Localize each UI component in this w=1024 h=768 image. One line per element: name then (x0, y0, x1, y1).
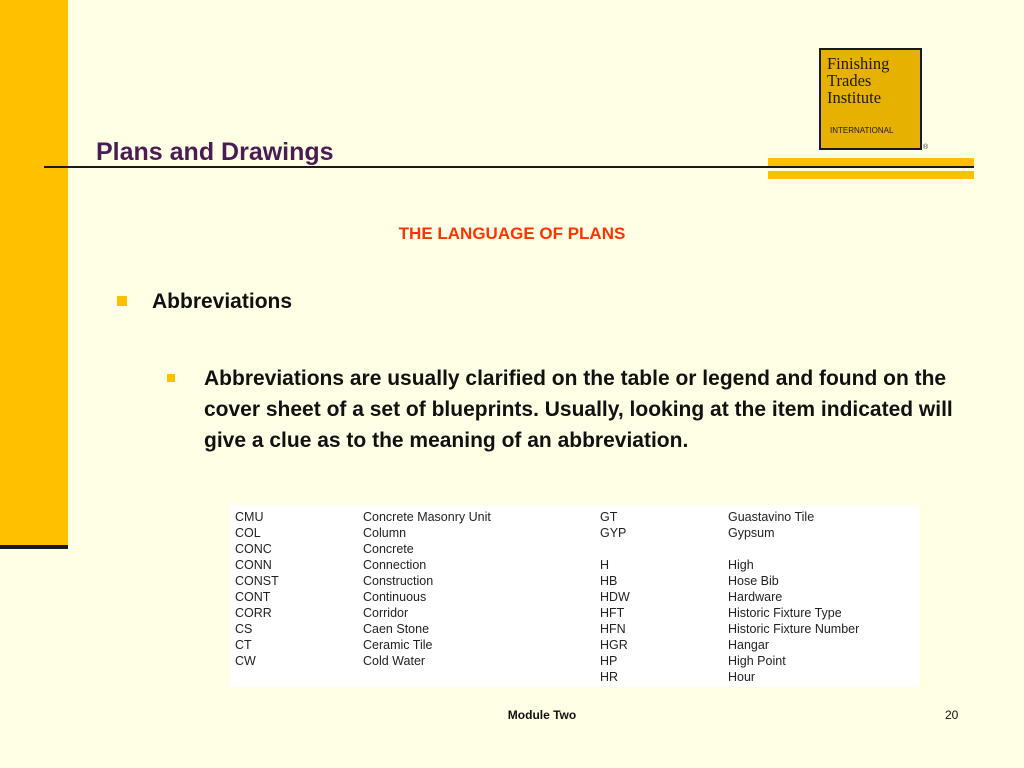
left-bar-underline (0, 545, 68, 549)
abbr-meaning: Concrete Masonry Unit (363, 510, 491, 524)
logo-line-1: Finishing (827, 54, 890, 73)
table-row (235, 653, 918, 669)
abbr-code: CMU (235, 510, 264, 524)
abbr-meaning: Construction (363, 574, 434, 588)
abbr-code: HFT (600, 606, 625, 620)
abbr-meaning (728, 541, 918, 557)
abbr-code: CONC (235, 542, 272, 556)
abbr-code: CONST (235, 574, 279, 588)
sub-bullet-square-icon (167, 374, 175, 382)
registered-mark: ® (923, 144, 929, 151)
logo-line-3: Institute (827, 88, 882, 107)
abbr-code: CS (235, 622, 253, 636)
abbr-meaning: Ceramic Tile (363, 638, 433, 652)
abbr-meaning: Cold Water (363, 654, 426, 668)
table-row (235, 589, 918, 605)
left-accent-bar (0, 0, 68, 545)
abbr-meaning: Caen Stone (363, 622, 430, 636)
table-row (235, 605, 918, 621)
logo-line-4: INTERNATIONAL (830, 126, 894, 135)
abbr-code: HDW (600, 590, 630, 604)
abbr-meaning: Continuous (363, 590, 427, 604)
table-row (235, 509, 918, 525)
table-row (235, 637, 918, 653)
bullet-abbreviations: Abbreviations (152, 290, 293, 313)
abbr-code: GYP (600, 526, 627, 540)
abbr-meaning: Hardware (728, 590, 783, 604)
abbr-code: CORR (235, 606, 272, 620)
abbr-meaning: Hour (728, 670, 756, 684)
sub-bullet-text: Abbreviations are usually clarified on the table or legend and found on the cover sheet of a set of blueprints. Usually, looking at the item indicated will give a clue as to the meaning of an abbreviation. (204, 367, 953, 452)
abbr-code: CONT (235, 590, 271, 604)
table-row (235, 669, 918, 685)
abbr-code: CT (235, 638, 252, 652)
abbr-code (600, 541, 728, 557)
abbr-code: HB (600, 574, 618, 588)
abbr-code: HR (600, 670, 619, 684)
abbr-meaning: High (728, 558, 754, 572)
table-row (235, 621, 918, 637)
table-row (235, 557, 918, 573)
slide-subtitle: THE LANGUAGE OF PLANS (398, 224, 626, 243)
abbr-meaning: Connection (363, 558, 427, 572)
accent-stripe-top (768, 158, 974, 166)
page-number: 20 (945, 708, 959, 722)
footer-module: Module Two (507, 708, 577, 722)
abbr-code: CW (235, 654, 256, 668)
abbr-meaning: Hangar (728, 638, 769, 652)
abbr-meaning: Concrete (363, 542, 414, 556)
abbr-meaning: Hose Bib (728, 574, 779, 588)
abbr-code: CONN (235, 558, 272, 572)
abbr-meaning: Historic Fixture Number (728, 622, 860, 636)
accent-stripe-bottom (768, 171, 974, 179)
abbr-meaning: Column (363, 526, 407, 540)
abbr-meaning: Gypsum (728, 526, 775, 540)
abbreviation-table (235, 509, 918, 685)
abbr-meaning: Corridor (363, 606, 409, 620)
table-row (235, 525, 918, 541)
abbr-code: GT (600, 510, 618, 524)
abbr-code: HFN (600, 622, 626, 636)
abbr-meaning: Historic Fixture Type (728, 606, 842, 620)
abbr-code: HP (600, 654, 618, 668)
abbr-code: HGR (600, 638, 628, 652)
abbr-meaning: High Point (728, 654, 786, 668)
slide-title: Plans and Drawings (96, 138, 334, 166)
bullet-square-icon (117, 296, 127, 306)
abbr-code (235, 669, 363, 685)
abbr-meaning: Guastavino Tile (728, 510, 815, 524)
abbreviation-table-image (230, 505, 920, 687)
institute-logo (819, 48, 922, 150)
logo-line-2: Trades (827, 71, 872, 90)
table-row (235, 541, 918, 557)
table-row (235, 573, 918, 589)
abbr-meaning (363, 669, 600, 685)
abbr-code: COL (235, 526, 261, 540)
abbr-code: H (600, 558, 610, 572)
